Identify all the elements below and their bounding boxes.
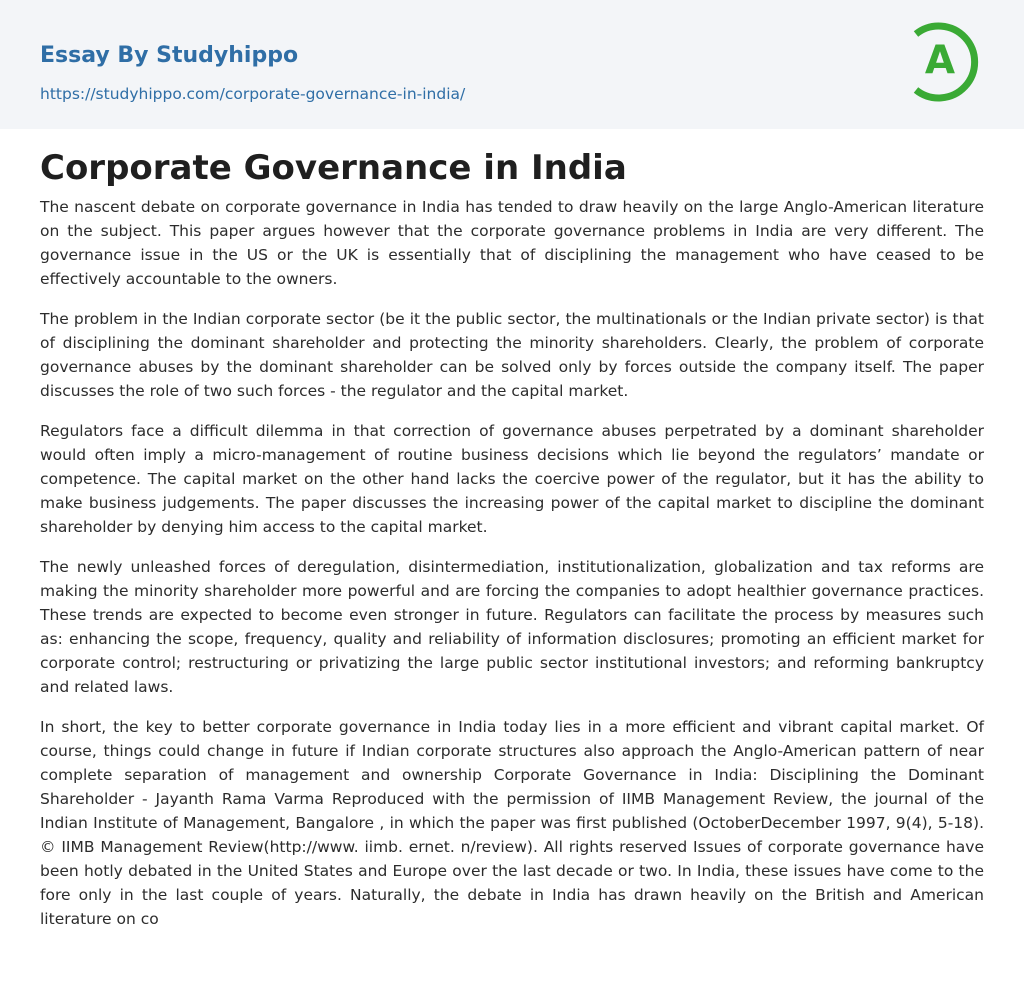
article-paragraph-2: The problem in the Indian corporate sector (be it the public sector, the multinationals or the Indian private sector) is that of disciplining the dominant shareholder and protecting the minority shareholders. Clearly, the problem of corporate governance abuses by the dominant shareholder can be solved only by forces outside the company itself. The paper discusses the role of two such forces - the regulator and the capital market. [40,310,984,400]
article-paragraph-5: In short, the key to better corporate governance in India today lies in a more efficient and vibrant capital market. Of course, things could change in future if Indian corporate structures also approach the Anglo-American pattern of near complete separation of management and ownership Corporate Governance in India: Disciplining the Dominant Shareholder - Jayanth Rama Varma Reproduced with the permission of IIMB Management Review, the journal of the Indian Institute of Management, Bangalore , in which the paper was first published (OctoberDecember 1997, 9(4), 5-18). © IIMB Management Review(http://www. iimb. ernet. n/review). All rights reserved Issues of corporate governance have been hotly debated in the United States and Europe over the last decade or two. In India, these issues have come to the fore only in the last couple of years. Naturally, the debate in India has drawn heavily on the British and American literature on co [40,718,984,928]
logo-letter: A [924,38,956,83]
page-url-link[interactable]: https://studyhippo.com/corporate-governance-in-india/ [40,85,466,103]
article-paragraph-3: Regulators face a difficult dilemma in that correction of governance abuses perpetrated by a dominant shareholder would often imply a micro-management of routine business decisions which lie beyond the regulators’ mandate or competence. The capital market on the other hand lacks the coercive power of the regulator, but it has the ability to make business judgements. The paper discusses the increasing power of the capital market to discipline the dominant shareholder by denying him access to the capital market. [40,422,984,536]
site-header [0,0,1024,129]
studyhippo-logo-icon[interactable] [907,18,989,106]
article-content [40,146,984,947]
site-brand-title[interactable]: Essay By Studyhippo [40,43,299,68]
article-paragraph-4: The newly unleashed forces of deregulation, disintermediation, institutionalization, globalization and tax reforms are making the minority shareholder more powerful and are forcing the companies to adopt healthier governance practices. These trends are expected to become even stronger in future. Regulators can facilitate the process by measures such as: enhancing the scope, frequency, quality and reliability of information disclosures; promoting an efficient market for corporate control; restructuring or privatizing the large public sector institutional investors; and reforming bankruptcy and related laws. [40,558,984,696]
page-title: Corporate Governance in India [40,148,627,188]
article-paragraph-1: The nascent debate on corporate governance in India has tended to draw heavily on the large Anglo-American literature on the subject. This paper argues however that the corporate governance problems in India are very different. The governance issue in the US or the UK is essentially that of disciplining the management who have ceased to be effectively accountable to the owners. [40,198,984,288]
